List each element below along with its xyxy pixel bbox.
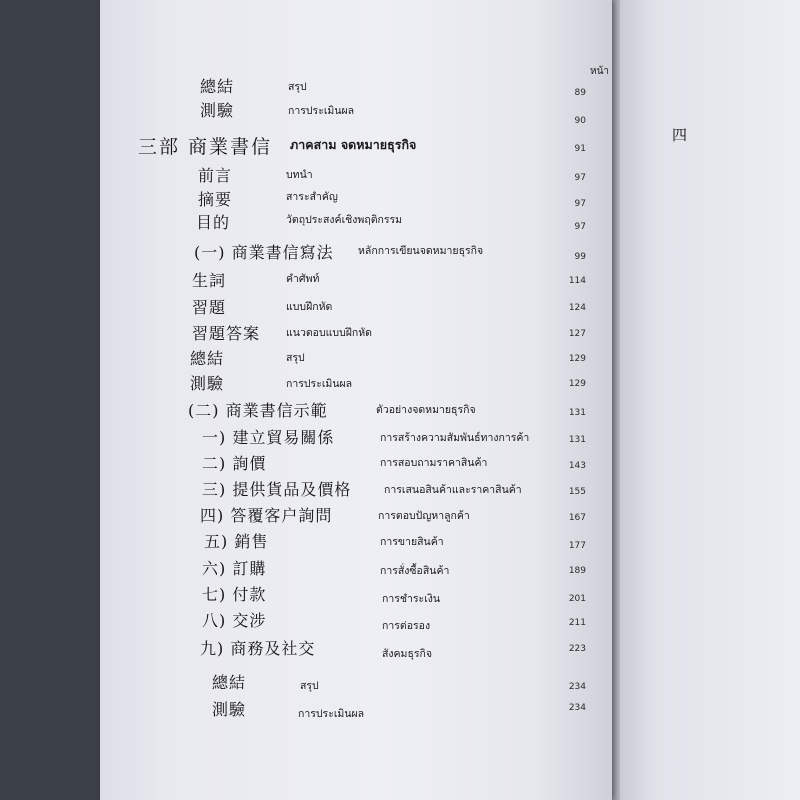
toc-entry <box>100 295 612 321</box>
toc-page-number: 201 <box>568 594 586 604</box>
toc-entry <box>100 98 612 124</box>
toc-page-number: 143 <box>568 461 586 471</box>
toc-page-number: 234 <box>568 703 586 713</box>
toc-chinese: 總結 <box>212 673 247 692</box>
toc-thai: คำศัพท์ <box>286 273 320 285</box>
toc-thai: การต่อรอง <box>382 620 431 632</box>
toc-thai: สรุป <box>300 680 319 692</box>
toc-thai: การประเมินผล <box>298 708 365 720</box>
toc-thai: หลักการเขียนจดหมายธุรกิจ <box>358 245 484 257</box>
toc-page-number: 97 <box>574 222 586 232</box>
toc-chinese: (二) 商業書信示範 <box>188 401 328 420</box>
toc-thai: แบบฝึกหัด <box>286 301 333 313</box>
toc-thai: การประเมินผล <box>286 378 353 390</box>
toc-page-number: 223 <box>568 644 586 654</box>
toc-entry <box>100 321 612 347</box>
toc-chinese: 生詞 <box>192 271 227 290</box>
toc-chinese: 三部 商業書信 <box>138 136 273 158</box>
toc-chinese: 四) 答覆客户詢問 <box>200 506 333 525</box>
toc-page-number: 177 <box>568 541 586 551</box>
toc-thai: การสอบถามราคาสินค้า <box>380 457 488 469</box>
toc-entry <box>100 346 612 372</box>
toc-page-number: 129 <box>568 354 586 364</box>
toc-thai: สรุป <box>286 352 305 364</box>
toc-page-number: 189 <box>568 566 586 576</box>
toc-thai: การสร้างความสัมพันธ์ทางการค้า <box>380 432 530 444</box>
toc-chinese: 習題答案 <box>192 324 261 343</box>
toc-chinese: 目的 <box>196 213 231 232</box>
toc-page-number: 90 <box>574 116 586 126</box>
facing-page-text: 四 <box>672 126 689 144</box>
toc-page-number: 129 <box>568 379 586 389</box>
toc-page-number: 167 <box>568 513 586 523</box>
toc-entry <box>100 425 612 451</box>
toc-chinese: 總結 <box>190 349 225 368</box>
toc-chinese: 測驗 <box>190 374 225 393</box>
toc-page-number: 131 <box>568 435 586 445</box>
toc-entry <box>100 636 612 662</box>
toc-page-number: 89 <box>574 88 586 98</box>
toc-chinese: 測驗 <box>212 700 247 719</box>
toc-page-number: 91 <box>574 144 586 154</box>
toc-chinese: 五) 銷售 <box>204 532 269 551</box>
toc-thai: การชำระเงิน <box>382 593 441 605</box>
toc-thai: การตอบปัญหาลูกค้า <box>378 510 470 522</box>
book-gutter <box>612 0 620 800</box>
toc-entry <box>100 451 612 477</box>
toc-page-number: 127 <box>568 329 586 339</box>
toc-entry <box>100 210 612 236</box>
toc-entry <box>100 503 612 529</box>
toc-entry <box>100 697 612 723</box>
toc-thai: แนวตอบแบบฝึกหัด <box>286 327 372 339</box>
toc-page-number: 97 <box>574 199 586 209</box>
toc-thai: สรุป <box>288 81 307 93</box>
toc-entry <box>100 398 612 424</box>
toc-page <box>100 0 612 800</box>
toc-chinese: 三) 提供貨品及價格 <box>202 480 352 499</box>
toc-entry <box>100 240 612 266</box>
toc-chinese: 習題 <box>192 298 227 317</box>
toc-thai: การเสนอสินค้าและราคาสินค้า <box>384 484 522 496</box>
toc-chinese: 前言 <box>198 166 233 185</box>
toc-chinese: 六) 訂購 <box>202 559 267 578</box>
toc-chinese: 摘要 <box>198 190 233 209</box>
toc-page-number: 211 <box>568 618 586 628</box>
toc-page-number: 234 <box>568 682 586 692</box>
toc-thai: สังคมธุรกิจ <box>382 648 433 660</box>
toc-page-number: 97 <box>574 173 586 183</box>
toc-page-number: 114 <box>568 276 586 286</box>
toc-entry <box>100 556 612 582</box>
toc-entry <box>100 529 612 555</box>
toc-chinese: 七) 付款 <box>202 585 267 604</box>
toc-thai: การประเมินผล <box>288 105 355 117</box>
page-number-header: หน้า <box>590 66 610 77</box>
toc-chinese: 測驗 <box>200 101 235 120</box>
toc-thai: ตัวอย่างจดหมายธุรกิจ <box>376 404 476 416</box>
toc-page-number: 124 <box>568 303 586 313</box>
toc-thai: บทนำ <box>286 169 313 181</box>
toc-entry <box>100 582 612 608</box>
facing-page <box>620 0 800 800</box>
toc-thai: ภาคสาม จดหมายธุรกิจ <box>290 137 417 152</box>
toc-entry <box>100 134 612 160</box>
toc-chinese: 一) 建立貿易關係 <box>202 428 335 447</box>
toc-thai: การขายสินค้า <box>380 536 444 548</box>
toc-entry <box>100 268 612 294</box>
toc-entry <box>100 670 612 696</box>
toc-entry <box>100 608 612 634</box>
toc-entry <box>100 371 612 397</box>
toc-page-number: 131 <box>568 408 586 418</box>
toc-chinese: 八) 交涉 <box>202 611 267 630</box>
toc-thai: สาระสำคัญ <box>286 191 338 203</box>
toc-page-number: 155 <box>568 487 586 497</box>
toc-chinese: 九) 商務及社交 <box>200 639 316 658</box>
toc-entry <box>100 163 612 189</box>
toc-chinese: 總結 <box>200 77 235 96</box>
toc-page-number: 99 <box>574 252 586 262</box>
toc-chinese: 二) 詢價 <box>202 454 267 473</box>
toc-thai: วัตถุประสงค์เชิงพฤติกรรม <box>286 214 403 226</box>
toc-entry <box>100 477 612 503</box>
toc-chinese: (一) 商業書信寫法 <box>194 243 334 262</box>
toc-thai: การสั่งซื้อสินค้า <box>380 565 450 577</box>
toc-entry <box>100 74 612 100</box>
